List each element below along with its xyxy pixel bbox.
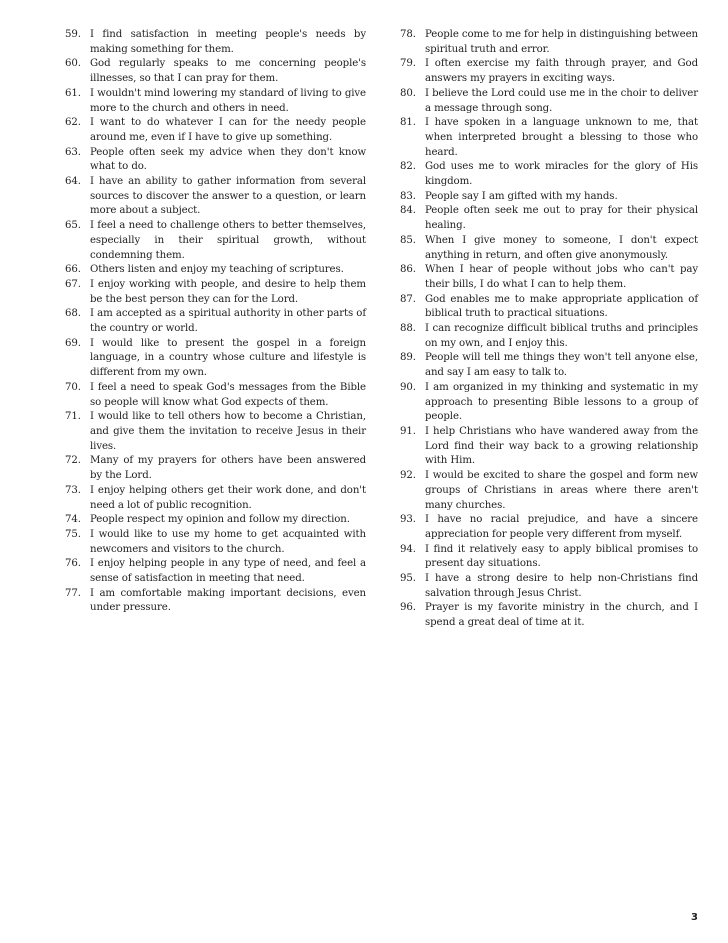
item-text: I have no racial prejudice, and have a sincere appreciation for people very different from myself. xyxy=(425,514,698,540)
list-item xyxy=(400,263,698,292)
list-item xyxy=(65,116,366,145)
item-number: 93. xyxy=(400,514,416,526)
list-item xyxy=(65,175,366,219)
item-number: 71. xyxy=(65,411,81,423)
list-item xyxy=(65,410,366,454)
item-number: 95. xyxy=(400,573,416,585)
item-number: 80. xyxy=(400,87,416,99)
list-item xyxy=(400,513,698,542)
list-item xyxy=(65,513,366,528)
list-item xyxy=(400,28,698,57)
list-item xyxy=(400,469,698,513)
item-number: 82. xyxy=(400,161,416,173)
item-number: 88. xyxy=(400,323,416,335)
item-text: I find satisfaction in meeting people's needs by making something for them. xyxy=(90,29,366,55)
item-text: I enjoy working with people, and desire to help them be the best person they can for the Lord. xyxy=(90,278,366,305)
item-text: Others listen and enjoy my teaching of scriptures. xyxy=(90,264,344,276)
right-column xyxy=(400,28,698,631)
list-item xyxy=(400,322,698,351)
item-number: 69. xyxy=(65,337,81,349)
item-number: 91. xyxy=(400,425,416,437)
item-number: 81. xyxy=(400,117,416,129)
item-number: 63. xyxy=(65,146,81,158)
left-column xyxy=(65,28,366,616)
item-number: 60. xyxy=(65,58,81,70)
item-number: 76. xyxy=(65,558,81,570)
list-item xyxy=(400,204,698,233)
list-item xyxy=(400,190,698,205)
item-text: I feel a need to challenge others to better themselves, especially in their spiritual growth, without condemning them. xyxy=(90,220,366,261)
list-item xyxy=(400,543,698,572)
list-item xyxy=(400,57,698,86)
item-number: 87. xyxy=(400,293,416,305)
list-item xyxy=(65,278,366,307)
list-item xyxy=(65,454,366,483)
item-number: 67. xyxy=(65,278,81,290)
item-text: I wouldn't mind lowering my standard of living to give more to the church and others in need. xyxy=(90,87,366,114)
item-text: I am comfortable making important decisions, even under pressure. xyxy=(90,587,366,614)
list-item xyxy=(400,601,698,630)
item-number: 79. xyxy=(400,58,416,70)
list-item xyxy=(65,337,366,381)
item-number: 92. xyxy=(400,470,416,482)
item-number: 70. xyxy=(65,381,81,393)
list-item xyxy=(65,557,366,586)
list-item xyxy=(65,381,366,410)
item-number: 74. xyxy=(65,514,81,526)
item-number: 61. xyxy=(65,87,81,99)
item-text: I want to do whatever I can for the needy people around me, even if I have to give up something. xyxy=(90,117,366,143)
item-text: I feel a need to speak God's messages from the Bible so people will know what God expects of them. xyxy=(90,381,366,408)
item-text: People respect my opinion and follow my direction. xyxy=(90,514,350,526)
item-text: I have spoken in a language unknown to me, that when interpreted brought a blessing to those who heard. xyxy=(425,117,698,158)
list-item xyxy=(65,528,366,557)
item-text: People will tell me things they won't tell anyone else, and say I am easy to talk to. xyxy=(425,352,698,379)
item-text: Many of my prayers for others have been answered by the Lord. xyxy=(90,455,366,482)
list-item xyxy=(400,381,698,425)
list-item xyxy=(65,219,366,263)
item-number: 72. xyxy=(65,455,81,467)
item-number: 78. xyxy=(400,29,416,40)
item-text: I would be excited to share the gospel and form new groups of Christians in areas where there aren't many churches. xyxy=(425,470,698,511)
item-text: People come to me for help in distinguishing between spiritual truth and error. xyxy=(425,29,698,55)
list-item xyxy=(65,484,366,513)
item-text: People often seek me out to pray for their physical healing. xyxy=(425,205,698,232)
item-text: I enjoy helping others get their work done, and don't need a lot of public recognition. xyxy=(90,484,366,511)
page-number: 3 xyxy=(691,912,698,923)
item-number: 84. xyxy=(400,205,416,217)
item-number: 90. xyxy=(400,381,416,393)
item-text: I can recognize difficult biblical truths and principles on my own, and I enjoy this. xyxy=(425,323,698,349)
item-number: 68. xyxy=(65,308,81,320)
item-text: God regularly speaks to me concerning people's illnesses, so that I can pray for them. xyxy=(90,58,366,85)
item-text: God enables me to make appropriate application of biblical truth to practical situations. xyxy=(425,293,698,320)
item-number: 86. xyxy=(400,264,416,276)
item-text: God uses me to work miracles for the glory of His kingdom. xyxy=(425,161,698,188)
item-text: I have a strong desire to help non-Christians find salvation through Jesus Christ. xyxy=(425,573,698,599)
item-number: 89. xyxy=(400,352,416,364)
list-item xyxy=(400,293,698,322)
item-number: 75. xyxy=(65,528,81,540)
item-number: 59. xyxy=(65,29,81,40)
list-item xyxy=(400,160,698,189)
list-item xyxy=(400,234,698,263)
list-item xyxy=(65,307,366,336)
list-item xyxy=(65,146,366,175)
item-number: 65. xyxy=(65,220,81,232)
list-item xyxy=(65,57,366,86)
list-item xyxy=(400,425,698,469)
list-item xyxy=(400,572,698,601)
list-item xyxy=(65,263,366,278)
item-number: 77. xyxy=(65,587,81,599)
item-number: 85. xyxy=(400,234,416,246)
item-text: I am accepted as a spiritual authority in other parts of the country or world. xyxy=(90,308,366,335)
item-text: I enjoy helping people in any type of need, and feel a sense of satisfaction in meeting that need. xyxy=(90,558,366,585)
item-number: 96. xyxy=(400,602,416,614)
list-item xyxy=(400,87,698,116)
item-number: 62. xyxy=(65,117,81,129)
item-text: When I give money to someone, I don't expect anything in return, and often give anonymously. xyxy=(425,234,698,261)
item-text: I often exercise my faith through prayer, and God answers my prayers in exciting ways. xyxy=(425,58,698,85)
list-item xyxy=(65,87,366,116)
item-text: People say I am gifted with my hands. xyxy=(425,190,618,202)
item-text: When I hear of people without jobs who can't pay their bills, I do what I can to help them. xyxy=(425,264,698,290)
item-number: 73. xyxy=(65,484,81,496)
item-number: 64. xyxy=(65,176,81,188)
item-text: I believe the Lord could use me in the choir to deliver a message through song. xyxy=(425,87,698,114)
item-text: I am organized in my thinking and systematic in my approach to presenting Bible lessons to a group of people. xyxy=(425,381,698,423)
list-item xyxy=(65,28,366,57)
item-text: I would like to use my home to get acquainted with newcomers and visitors to the church. xyxy=(90,528,366,555)
item-text: I would like to present the gospel in a foreign language, in a country whose culture and lifestyle is different from my own. xyxy=(90,337,366,379)
item-text: I find it relatively easy to apply biblical promises to present day situations. xyxy=(425,543,698,570)
item-number: 66. xyxy=(65,264,81,276)
item-text: I have an ability to gather information from several sources to discover the answer to a question, or learn more about a subject. xyxy=(90,176,366,217)
list-item xyxy=(400,351,698,380)
item-number: 94. xyxy=(400,543,416,555)
item-text: I help Christians who have wandered away from the Lord find their way back to a growing relationship with Him. xyxy=(425,425,698,467)
list-item xyxy=(400,116,698,160)
item-text: People often seek my advice when they don't know what to do. xyxy=(90,146,366,173)
item-text: I would like to tell others how to become a Christian, and give them the invitation to receive Jesus in their lives. xyxy=(90,411,366,452)
item-text: Prayer is my favorite ministry in the church, and I spend a great deal of time at it. xyxy=(425,602,698,629)
item-number: 83. xyxy=(400,190,416,202)
list-item xyxy=(65,587,366,616)
